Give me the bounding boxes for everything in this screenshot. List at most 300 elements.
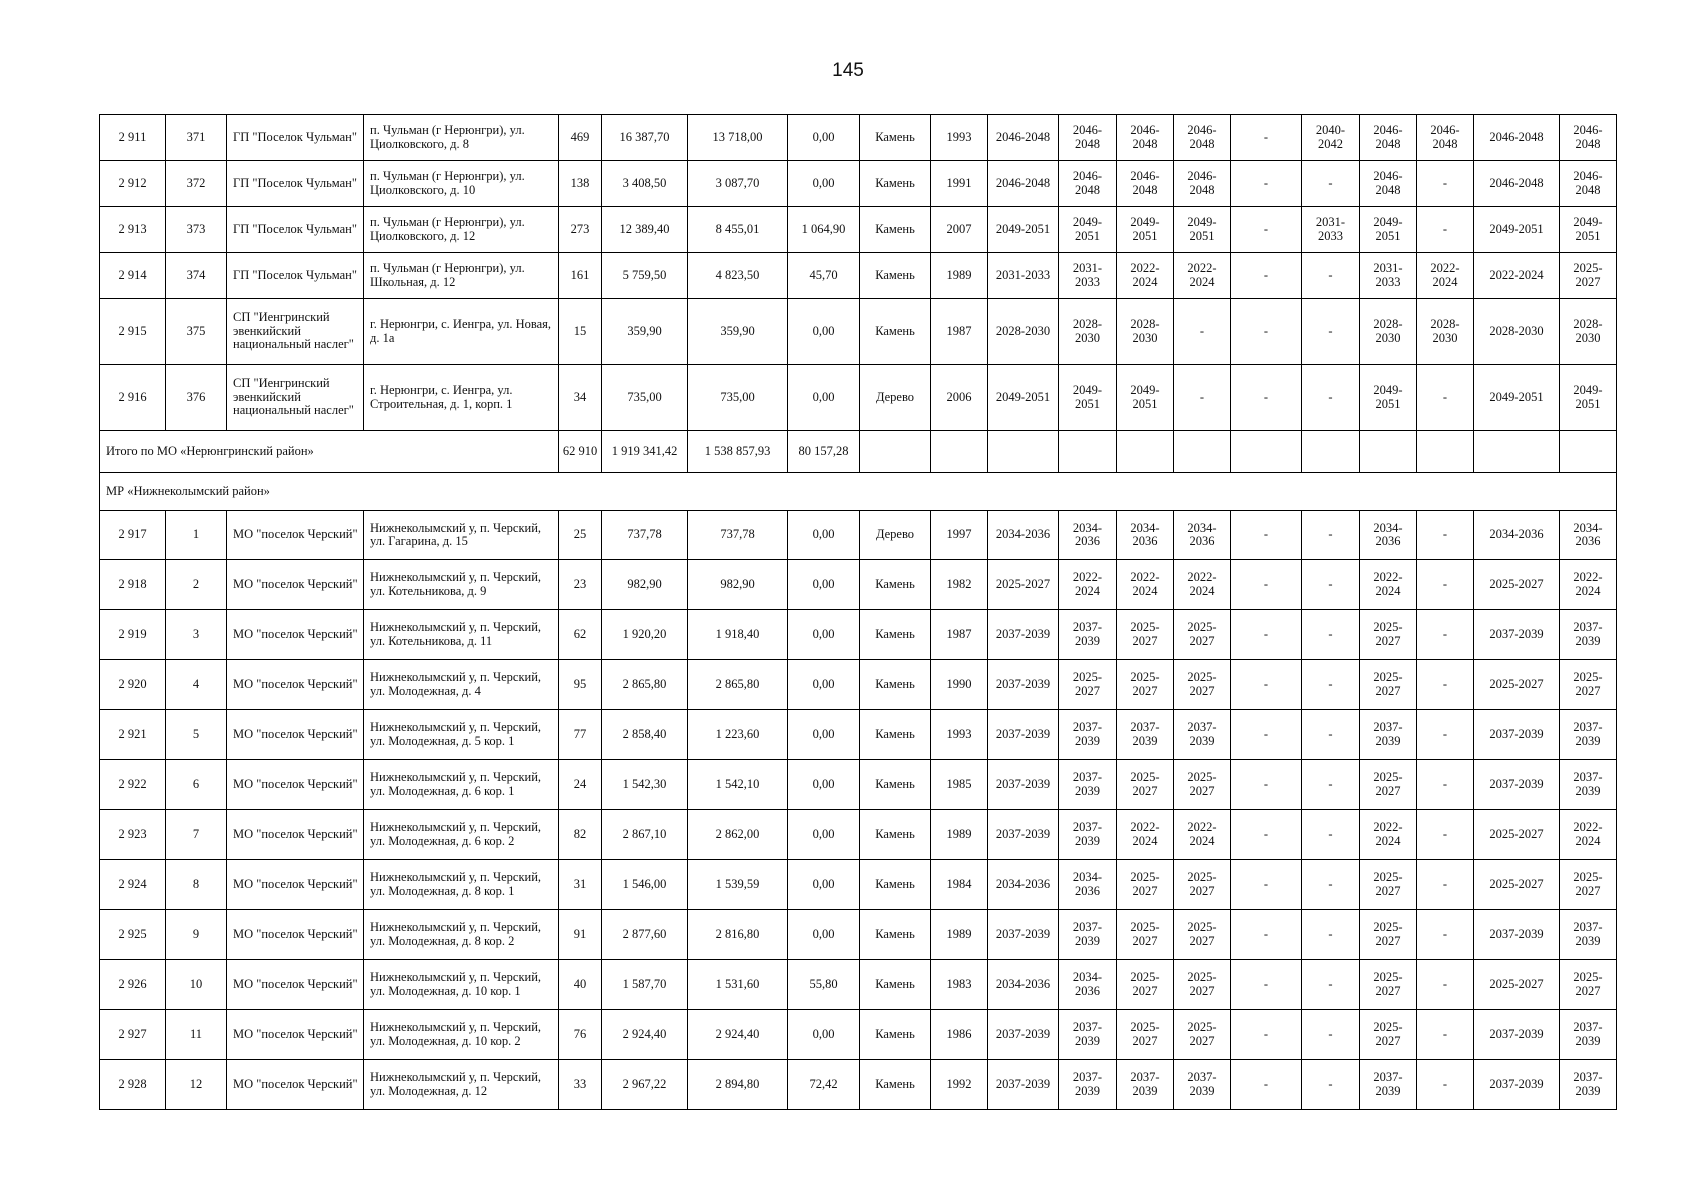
residents-cell: 91 [559,910,602,960]
local-number-cell: 374 [166,253,227,299]
table-row [100,660,1617,710]
total-area-cell: 982,90 [602,560,688,610]
table-row [100,960,1617,1010]
total-area-cell: 735,00 [602,365,688,431]
period-10-cell: 2037-2039 [1560,1060,1617,1110]
period-5-cell: - [1231,860,1302,910]
period-4-cell: - [1174,299,1231,365]
period-9-cell: 2046-2048 [1474,161,1560,207]
period-4-cell: 2025-2027 [1174,960,1231,1010]
period-1-cell: 2025-2027 [988,560,1059,610]
period-2-cell: 2031-2033 [1059,253,1117,299]
municipality-cell: МО "поселок Черский" [227,710,364,760]
period-4-cell: 2022-2024 [1174,810,1231,860]
table-row [100,810,1617,860]
period-1-cell: 2028-2030 [988,299,1059,365]
table-row [100,860,1617,910]
period-5-cell: - [1231,511,1302,560]
residents-cell: 62 [559,610,602,660]
period-7-cell: 2037-2039 [1360,1060,1417,1110]
period-2-cell: 2037-2039 [1059,710,1117,760]
build-year-cell: 1985 [931,760,988,810]
period-8-cell: - [1417,960,1474,1010]
period-1-cell: 2037-2039 [988,1010,1059,1060]
table-row [100,610,1617,660]
total-area-cell: 16 387,70 [602,115,688,161]
period-3-cell: 2022-2024 [1117,810,1174,860]
period-3-cell: 2037-2039 [1117,1060,1174,1110]
table-row [100,365,1617,431]
period-5-cell: - [1231,710,1302,760]
period-1-cell: 2037-2039 [988,610,1059,660]
nonresidential-area-cell: 0,00 [788,511,860,560]
local-number-cell: 375 [166,299,227,365]
period-1-cell: 2037-2039 [988,810,1059,860]
period-3-cell: 2046-2048 [1117,161,1174,207]
build-year-cell: 1990 [931,660,988,710]
period-2-cell: 2046-2048 [1059,115,1117,161]
period-9-cell: 2049-2051 [1474,207,1560,253]
period-8-cell: - [1417,365,1474,431]
local-number-cell: 1 [166,511,227,560]
address-cell: Нижнеколымский у, п. Черский, ул. Молодежная, д. 8 кор. 1 [364,860,559,910]
period-4-cell: 2046-2048 [1174,115,1231,161]
period-3-cell: 2028-2030 [1117,299,1174,365]
period-8-cell: - [1417,710,1474,760]
local-number-cell: 6 [166,760,227,810]
residents-cell: 34 [559,365,602,431]
period-4-cell: - [1174,365,1231,431]
period-4-cell: 2025-2027 [1174,660,1231,710]
period-7-cell: 2022-2024 [1360,810,1417,860]
local-number-cell: 12 [166,1060,227,1110]
municipality-cell: МО "поселок Черский" [227,910,364,960]
municipality-cell: МО "поселок Черский" [227,760,364,810]
period-7-cell: 2025-2027 [1360,610,1417,660]
period-6-cell: - [1302,910,1360,960]
residential-area-cell: 4 823,50 [688,253,788,299]
address-cell: Нижнеколымский у, п. Черский, ул. Котельникова, д. 11 [364,610,559,660]
period-3-cell: 2049-2051 [1117,365,1174,431]
nonresidential-area-cell: 0,00 [788,299,860,365]
period-5-cell: - [1231,207,1302,253]
nonresidential-area-cell: 0,00 [788,610,860,660]
period-6-cell: - [1302,253,1360,299]
period-3-cell: 2025-2027 [1117,860,1174,910]
residents-cell: 161 [559,253,602,299]
wall-material-cell: Камень [860,1010,931,1060]
period-2-cell: 2037-2039 [1059,760,1117,810]
local-number-cell: 376 [166,365,227,431]
municipality-cell: МО "поселок Черский" [227,960,364,1010]
wall-material-cell: Камень [860,960,931,1010]
period-5-cell: - [1231,161,1302,207]
period-7-cell: 2025-2027 [1360,960,1417,1010]
build-year-cell: 1997 [931,511,988,560]
residents-cell: 469 [559,115,602,161]
period-3-cell: 2025-2027 [1117,910,1174,960]
period-7-cell: 2025-2027 [1360,1010,1417,1060]
total-area-cell: 5 759,50 [602,253,688,299]
period-9-cell: 2025-2027 [1474,960,1560,1010]
period-7-cell: 2022-2024 [1360,560,1417,610]
period-10-cell: 2037-2039 [1560,760,1617,810]
build-year-cell: 1986 [931,1010,988,1060]
period-7-cell: 2046-2048 [1360,115,1417,161]
row-number-cell: 2 912 [100,161,166,207]
wall-material-cell: Камень [860,1060,931,1110]
period-1-cell: 2034-2036 [988,511,1059,560]
period-1-cell: 2037-2039 [988,910,1059,960]
municipality-cell: МО "поселок Черский" [227,1060,364,1110]
nonresidential-area-cell: 0,00 [788,760,860,810]
wall-material-cell: Камень [860,299,931,365]
row-number-cell: 2 922 [100,760,166,810]
period-8-cell: - [1417,860,1474,910]
period-8-cell: - [1417,560,1474,610]
residents-cell: 23 [559,560,602,610]
total-area-cell: 2 877,60 [602,910,688,960]
period-7-cell: 2034-2036 [1360,511,1417,560]
build-year-cell: 1991 [931,161,988,207]
table-row [100,1060,1617,1110]
residential-area-cell: 3 087,70 [688,161,788,207]
period-2-cell: 2037-2039 [1059,810,1117,860]
table-row [100,511,1617,560]
wall-material-cell: Дерево [860,511,931,560]
municipality-cell: МО "поселок Черский" [227,860,364,910]
residential-area-cell: 737,78 [688,511,788,560]
residential-area-cell: 982,90 [688,560,788,610]
nonresidential-area-cell: 55,80 [788,960,860,1010]
address-cell: Нижнеколымский у, п. Черский, ул. Молодежная, д. 6 кор. 2 [364,810,559,860]
row-number-cell: 2 924 [100,860,166,910]
wall-material-cell: Камень [860,115,931,161]
table-row [100,910,1617,960]
wall-material-cell: Камень [860,660,931,710]
period-5-cell: - [1231,365,1302,431]
residential-area-cell: 1 918,40 [688,610,788,660]
row-number-cell: 2 923 [100,810,166,860]
period-8-cell: - [1417,207,1474,253]
period-2-cell: 2046-2048 [1059,161,1117,207]
period-7-cell: 2025-2027 [1360,910,1417,960]
period-4-cell: 2046-2048 [1174,161,1231,207]
residential-area-cell: 8 455,01 [688,207,788,253]
period-7-cell: 2037-2039 [1360,710,1417,760]
build-year-cell: 1987 [931,610,988,660]
build-year-cell: 1989 [931,910,988,960]
period-10-cell: 2025-2027 [1560,660,1617,710]
table-row [100,161,1617,207]
residential-area-cell: 359,90 [688,299,788,365]
residents-cell: 31 [559,860,602,910]
period-8-cell: 2046-2048 [1417,115,1474,161]
period-8-cell: - [1417,610,1474,660]
wall-material-cell: Камень [860,810,931,860]
table-row [100,560,1617,610]
nonresidential-area-cell: 0,00 [788,115,860,161]
municipality-cell: МО "поселок Черский" [227,810,364,860]
total-residential-area: 1 538 857,93 [688,431,788,473]
nonresidential-area-cell: 0,00 [788,860,860,910]
period-9-cell: 2025-2027 [1474,560,1560,610]
period-9-cell: 2034-2036 [1474,511,1560,560]
build-year-cell: 1993 [931,115,988,161]
period-10-cell: 2022-2024 [1560,560,1617,610]
wall-material-cell: Камень [860,760,931,810]
period-7-cell: 2025-2027 [1360,660,1417,710]
build-year-cell: 1984 [931,860,988,910]
residential-area-cell: 1 531,60 [688,960,788,1010]
period-2-cell: 2049-2051 [1059,207,1117,253]
row-number-cell: 2 925 [100,910,166,960]
period-5-cell: - [1231,760,1302,810]
period-4-cell: 2025-2027 [1174,1010,1231,1060]
nonresidential-area-cell: 0,00 [788,1010,860,1060]
residents-cell: 82 [559,810,602,860]
period-1-cell: 2037-2039 [988,710,1059,760]
nonresidential-area-cell: 0,00 [788,365,860,431]
row-number-cell: 2 928 [100,1060,166,1110]
period-5-cell: - [1231,810,1302,860]
period-10-cell: 2037-2039 [1560,1010,1617,1060]
nonresidential-area-cell: 0,00 [788,910,860,960]
period-2-cell: 2037-2039 [1059,1060,1117,1110]
address-cell: Нижнеколымский у, п. Черский, ул. Молодежная, д. 8 кор. 2 [364,910,559,960]
period-9-cell: 2037-2039 [1474,710,1560,760]
row-number-cell: 2 915 [100,299,166,365]
period-10-cell: 2025-2027 [1560,253,1617,299]
period-5-cell: - [1231,299,1302,365]
municipality-cell: ГП "Поселок Чульман" [227,161,364,207]
period-7-cell: 2049-2051 [1360,207,1417,253]
residents-cell: 138 [559,161,602,207]
local-number-cell: 372 [166,161,227,207]
period-6-cell: - [1302,610,1360,660]
period-4-cell: 2037-2039 [1174,710,1231,760]
period-10-cell: 2037-2039 [1560,610,1617,660]
total-area-cell: 1 546,00 [602,860,688,910]
period-10-cell: 2037-2039 [1560,710,1617,760]
local-number-cell: 11 [166,1010,227,1060]
total-area-cell: 1 920,20 [602,610,688,660]
period-4-cell: 2034-2036 [1174,511,1231,560]
build-year-cell: 1983 [931,960,988,1010]
period-8-cell: - [1417,660,1474,710]
period-9-cell: 2037-2039 [1474,760,1560,810]
rows-top [100,115,1617,431]
nonresidential-area-cell: 72,42 [788,1060,860,1110]
period-9-cell: 2022-2024 [1474,253,1560,299]
local-number-cell: 373 [166,207,227,253]
build-year-cell: 1989 [931,810,988,860]
period-6-cell: 2040-2042 [1302,115,1360,161]
period-9-cell: 2028-2030 [1474,299,1560,365]
period-2-cell: 2025-2027 [1059,660,1117,710]
period-9-cell: 2046-2048 [1474,115,1560,161]
local-number-cell: 2 [166,560,227,610]
address-cell: п. Чульман (г Нерюнгри), ул. Циолковского, д. 12 [364,207,559,253]
municipality-cell: ГП "Поселок Чульман" [227,115,364,161]
total-area-cell: 2 867,10 [602,810,688,860]
period-6-cell: - [1302,810,1360,860]
municipality-cell: МО "поселок Черский" [227,560,364,610]
total-row [100,431,1617,473]
residential-area-cell: 735,00 [688,365,788,431]
total-label: Итого по МО «Нерюнгринский район» [100,431,559,473]
row-number-cell: 2 911 [100,115,166,161]
period-2-cell: 2049-2051 [1059,365,1117,431]
period-4-cell: 2025-2027 [1174,860,1231,910]
period-10-cell: 2049-2051 [1560,207,1617,253]
period-8-cell: - [1417,161,1474,207]
period-3-cell: 2022-2024 [1117,253,1174,299]
nonresidential-area-cell: 0,00 [788,161,860,207]
address-cell: г. Нерюнгри, с. Иенгра, ул. Строительная, д. 1, корп. 1 [364,365,559,431]
local-number-cell: 371 [166,115,227,161]
period-2-cell: 2034-2036 [1059,960,1117,1010]
period-8-cell: - [1417,760,1474,810]
section-header: МР «Нижнеколымский район» [100,473,1617,511]
total-residents: 62 910 [559,431,602,473]
period-6-cell: - [1302,511,1360,560]
local-number-cell: 4 [166,660,227,710]
period-8-cell: - [1417,1060,1474,1110]
address-cell: г. Нерюнгри, с. Иенгра, ул. Новая, д. 1а [364,299,559,365]
residential-area-cell: 2 862,00 [688,810,788,860]
wall-material-cell: Камень [860,710,931,760]
address-cell: Нижнеколымский у, п. Черский, ул. Молодежная, д. 10 кор. 1 [364,960,559,1010]
housing-register-table [99,114,1617,1110]
period-1-cell: 2034-2036 [988,860,1059,910]
row-number-cell: 2 926 [100,960,166,1010]
build-year-cell: 2007 [931,207,988,253]
period-3-cell: 2025-2027 [1117,760,1174,810]
address-cell: Нижнеколымский у, п. Черский, ул. Молодежная, д. 6 кор. 1 [364,760,559,810]
period-9-cell: 2037-2039 [1474,1010,1560,1060]
nonresidential-area-cell: 1 064,90 [788,207,860,253]
period-9-cell: 2025-2027 [1474,660,1560,710]
period-1-cell: 2031-2033 [988,253,1059,299]
nonresidential-area-cell: 0,00 [788,710,860,760]
row-number-cell: 2 918 [100,560,166,610]
period-6-cell: - [1302,760,1360,810]
residential-area-cell: 2 865,80 [688,660,788,710]
residential-area-cell: 2 816,80 [688,910,788,960]
period-6-cell: - [1302,299,1360,365]
municipality-cell: ГП "Поселок Чульман" [227,253,364,299]
period-1-cell: 2046-2048 [988,115,1059,161]
period-6-cell: - [1302,365,1360,431]
build-year-cell: 1982 [931,560,988,610]
total-area-cell: 12 389,40 [602,207,688,253]
period-5-cell: - [1231,253,1302,299]
total-area: 1 919 341,42 [602,431,688,473]
period-10-cell: 2034-2036 [1560,511,1617,560]
address-cell: п. Чульман (г Нерюнгри), ул. Циолковского, д. 10 [364,161,559,207]
total-area-cell: 2 924,40 [602,1010,688,1060]
period-3-cell: 2046-2048 [1117,115,1174,161]
period-3-cell: 2025-2027 [1117,1010,1174,1060]
section-header-row [100,473,1617,511]
period-4-cell: 2022-2024 [1174,253,1231,299]
period-6-cell: - [1302,660,1360,710]
period-1-cell: 2037-2039 [988,1060,1059,1110]
build-year-cell: 1989 [931,253,988,299]
table-row [100,1010,1617,1060]
period-6-cell: 2031-2033 [1302,207,1360,253]
residents-cell: 77 [559,710,602,760]
residents-cell: 40 [559,960,602,1010]
local-number-cell: 3 [166,610,227,660]
residential-area-cell: 1 223,60 [688,710,788,760]
period-1-cell: 2049-2051 [988,207,1059,253]
period-2-cell: 2028-2030 [1059,299,1117,365]
row-number-cell: 2 917 [100,511,166,560]
period-1-cell: 2034-2036 [988,960,1059,1010]
table-row [100,760,1617,810]
municipality-cell: ГП "Поселок Чульман" [227,207,364,253]
municipality-cell: МО "поселок Черский" [227,660,364,710]
table-row [100,207,1617,253]
nonresidential-area-cell: 0,00 [788,560,860,610]
period-4-cell: 2025-2027 [1174,910,1231,960]
period-5-cell: - [1231,115,1302,161]
residential-area-cell: 1 542,10 [688,760,788,810]
period-5-cell: - [1231,1010,1302,1060]
municipality-cell: СП "Иенгринский эвенкийский национальный наслег" [227,365,364,431]
period-10-cell: 2022-2024 [1560,810,1617,860]
residents-cell: 33 [559,1060,602,1110]
residential-area-cell: 13 718,00 [688,115,788,161]
period-5-cell: - [1231,610,1302,660]
address-cell: Нижнеколымский у, п. Черский, ул. Молодежная, д. 5 кор. 1 [364,710,559,760]
period-3-cell: 2022-2024 [1117,560,1174,610]
wall-material-cell: Камень [860,253,931,299]
municipality-cell: МО "поселок Черский" [227,1010,364,1060]
residents-cell: 24 [559,760,602,810]
table-row [100,115,1617,161]
period-6-cell: - [1302,1060,1360,1110]
period-1-cell: 2049-2051 [988,365,1059,431]
period-6-cell: - [1302,161,1360,207]
residents-cell: 15 [559,299,602,365]
build-year-cell: 1987 [931,299,988,365]
period-10-cell: 2025-2027 [1560,960,1617,1010]
period-3-cell: 2037-2039 [1117,710,1174,760]
row-number-cell: 2 919 [100,610,166,660]
table-row [100,710,1617,760]
summary-section [100,431,1617,511]
period-10-cell: 2046-2048 [1560,161,1617,207]
nonresidential-area-cell: 0,00 [788,810,860,860]
period-8-cell: 2028-2030 [1417,299,1474,365]
period-5-cell: - [1231,960,1302,1010]
address-cell: Нижнеколымский у, п. Черский, ул. Гагарина, д. 15 [364,511,559,560]
period-2-cell: 2022-2024 [1059,560,1117,610]
table-row [100,299,1617,365]
wall-material-cell: Камень [860,860,931,910]
period-4-cell: 2022-2024 [1174,560,1231,610]
municipality-cell: СП "Иенгринский эвенкийский национальный наслег" [227,299,364,365]
period-7-cell: 2046-2048 [1360,161,1417,207]
municipality-cell: МО "поселок Черский" [227,610,364,660]
nonresidential-area-cell: 45,70 [788,253,860,299]
wall-material-cell: Камень [860,910,931,960]
period-8-cell: - [1417,810,1474,860]
row-number-cell: 2 913 [100,207,166,253]
